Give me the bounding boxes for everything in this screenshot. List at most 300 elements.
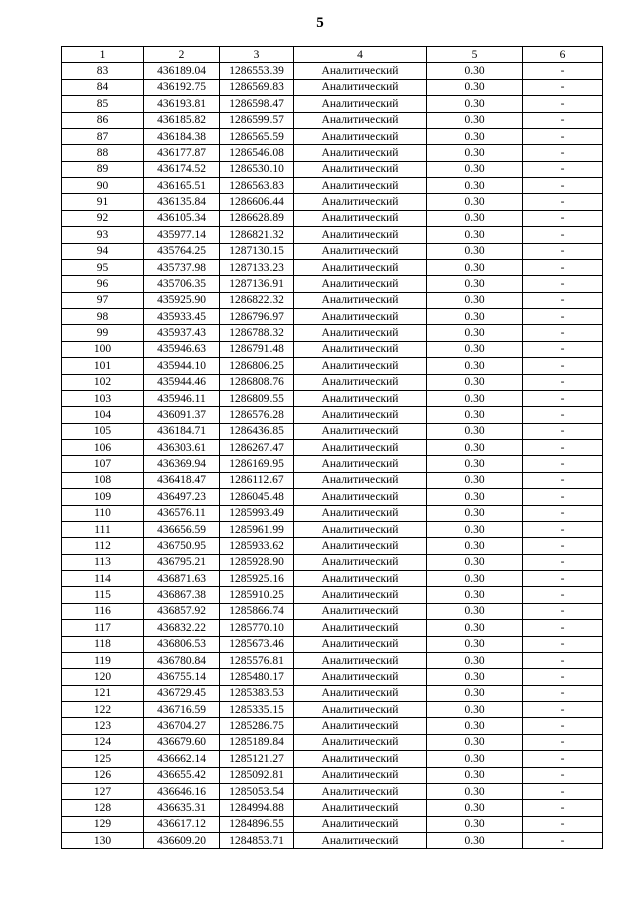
column-header-5: 5 [427,47,523,63]
note-cell: - [523,178,603,194]
point-number-cell: 113 [62,554,144,570]
note-cell: - [523,751,603,767]
table-row [62,292,603,308]
y-coordinate-cell: 1286791.48 [220,341,294,357]
note-cell: - [523,538,603,554]
point-number-cell: 95 [62,259,144,275]
table-row [62,309,603,325]
x-coordinate-cell: 436704.27 [144,718,220,734]
note-cell: - [523,325,603,341]
method-cell: Аналитический [294,456,427,472]
point-number-cell: 85 [62,96,144,112]
method-cell: Аналитический [294,194,427,210]
note-cell: - [523,620,603,636]
method-cell: Аналитический [294,783,427,799]
x-coordinate-cell: 436165.51 [144,178,220,194]
x-coordinate-cell: 436795.21 [144,554,220,570]
method-cell: Аналитический [294,259,427,275]
y-coordinate-cell: 1284896.55 [220,816,294,832]
method-cell: Аналитический [294,128,427,144]
method-cell: Аналитический [294,112,427,128]
method-cell: Аналитический [294,489,427,505]
y-coordinate-cell: 1286553.39 [220,63,294,79]
method-cell: Аналитический [294,227,427,243]
table-row [62,751,603,767]
x-coordinate-cell: 436576.11 [144,505,220,521]
point-number-cell: 118 [62,636,144,652]
table-row [62,587,603,603]
method-cell: Аналитический [294,538,427,554]
note-cell: - [523,489,603,505]
note-cell: - [523,79,603,95]
point-number-cell: 111 [62,521,144,537]
table-row [62,456,603,472]
point-number-cell: 112 [62,538,144,554]
note-cell: - [523,816,603,832]
method-cell: Аналитический [294,292,427,308]
column-header-6: 6 [523,47,603,63]
x-coordinate-cell: 435946.11 [144,390,220,406]
x-coordinate-cell: 436189.04 [144,63,220,79]
accuracy-cell: 0.30 [427,734,523,750]
point-number-cell: 88 [62,145,144,161]
x-coordinate-cell: 436662.14 [144,751,220,767]
note-cell: - [523,587,603,603]
x-coordinate-cell: 436609.20 [144,833,220,849]
note-cell: - [523,292,603,308]
x-coordinate-cell: 436646.16 [144,783,220,799]
y-coordinate-cell: 1286169.95 [220,456,294,472]
accuracy-cell: 0.30 [427,669,523,685]
point-number-cell: 86 [62,112,144,128]
accuracy-cell: 0.30 [427,685,523,701]
accuracy-cell: 0.30 [427,145,523,161]
header-row [62,47,603,63]
table-row [62,816,603,832]
note-cell: - [523,210,603,226]
y-coordinate-cell: 1287133.23 [220,259,294,275]
note-cell: - [523,636,603,652]
note-cell: - [523,571,603,587]
x-coordinate-cell: 436655.42 [144,767,220,783]
accuracy-cell: 0.30 [427,538,523,554]
point-number-cell: 116 [62,603,144,619]
table-row [62,800,603,816]
accuracy-cell: 0.30 [427,767,523,783]
note-cell: - [523,112,603,128]
note-cell: - [523,554,603,570]
table-row [62,194,603,210]
method-cell: Аналитический [294,276,427,292]
y-coordinate-cell: 1285910.25 [220,587,294,603]
point-number-cell: 126 [62,767,144,783]
table-row [62,652,603,668]
table-row [62,63,603,79]
accuracy-cell: 0.30 [427,652,523,668]
point-number-cell: 91 [62,194,144,210]
table-row [62,521,603,537]
point-number-cell: 124 [62,734,144,750]
table-row [62,374,603,390]
x-coordinate-cell: 436193.81 [144,96,220,112]
method-cell: Аналитический [294,620,427,636]
accuracy-cell: 0.30 [427,521,523,537]
y-coordinate-cell: 1286045.48 [220,489,294,505]
y-coordinate-cell: 1285576.81 [220,652,294,668]
point-number-cell: 120 [62,669,144,685]
accuracy-cell: 0.30 [427,833,523,849]
accuracy-cell: 0.30 [427,554,523,570]
note-cell: - [523,685,603,701]
x-coordinate-cell: 435706.35 [144,276,220,292]
method-cell: Аналитический [294,145,427,161]
y-coordinate-cell: 1286628.89 [220,210,294,226]
point-number-cell: 100 [62,341,144,357]
accuracy-cell: 0.30 [427,505,523,521]
y-coordinate-cell: 1286808.76 [220,374,294,390]
note-cell: - [523,407,603,423]
note-cell: - [523,505,603,521]
accuracy-cell: 0.30 [427,407,523,423]
method-cell: Аналитический [294,407,427,423]
x-coordinate-cell: 435933.45 [144,309,220,325]
point-number-cell: 121 [62,685,144,701]
table-header [62,47,603,63]
y-coordinate-cell: 1285053.54 [220,783,294,799]
method-cell: Аналитический [294,767,427,783]
table-row [62,259,603,275]
point-number-cell: 101 [62,358,144,374]
x-coordinate-cell: 436716.59 [144,702,220,718]
table-row [62,390,603,406]
accuracy-cell: 0.30 [427,210,523,226]
point-number-cell: 114 [62,571,144,587]
table-row [62,407,603,423]
accuracy-cell: 0.30 [427,227,523,243]
x-coordinate-cell: 436750.95 [144,538,220,554]
x-coordinate-cell: 436656.59 [144,521,220,537]
y-coordinate-cell: 1286530.10 [220,161,294,177]
x-coordinate-cell: 436617.12 [144,816,220,832]
x-coordinate-cell: 435944.46 [144,374,220,390]
point-number-cell: 94 [62,243,144,259]
note-cell: - [523,767,603,783]
x-coordinate-cell: 436185.82 [144,112,220,128]
y-coordinate-cell: 1284853.71 [220,833,294,849]
method-cell: Аналитический [294,718,427,734]
method-cell: Аналитический [294,374,427,390]
note-cell: - [523,833,603,849]
point-number-cell: 106 [62,440,144,456]
note-cell: - [523,734,603,750]
point-number-cell: 105 [62,423,144,439]
x-coordinate-cell: 436729.45 [144,685,220,701]
accuracy-cell: 0.30 [427,96,523,112]
y-coordinate-cell: 1285480.17 [220,669,294,685]
table-row [62,685,603,701]
table-row [62,538,603,554]
y-coordinate-cell: 1285770.10 [220,620,294,636]
table-row [62,489,603,505]
note-cell: - [523,341,603,357]
method-cell: Аналитический [294,309,427,325]
y-coordinate-cell: 1284994.88 [220,800,294,816]
accuracy-cell: 0.30 [427,603,523,619]
coordinates-table [61,46,603,849]
note-cell: - [523,276,603,292]
accuracy-cell: 0.30 [427,702,523,718]
y-coordinate-cell: 1286267.47 [220,440,294,456]
x-coordinate-cell: 436192.75 [144,79,220,95]
method-cell: Аналитический [294,669,427,685]
accuracy-cell: 0.30 [427,587,523,603]
accuracy-cell: 0.30 [427,112,523,128]
x-coordinate-cell: 436635.31 [144,800,220,816]
table-row [62,702,603,718]
accuracy-cell: 0.30 [427,374,523,390]
accuracy-cell: 0.30 [427,571,523,587]
table-row [62,325,603,341]
table-body [62,63,603,849]
method-cell: Аналитический [294,63,427,79]
x-coordinate-cell: 436679.60 [144,734,220,750]
table-row [62,718,603,734]
x-coordinate-cell: 436105.34 [144,210,220,226]
accuracy-cell: 0.30 [427,259,523,275]
method-cell: Аналитический [294,734,427,750]
x-coordinate-cell: 435764.25 [144,243,220,259]
note-cell: - [523,423,603,439]
x-coordinate-cell: 436184.71 [144,423,220,439]
x-coordinate-cell: 436418.47 [144,472,220,488]
point-number-cell: 130 [62,833,144,849]
note-cell: - [523,718,603,734]
method-cell: Аналитический [294,554,427,570]
y-coordinate-cell: 1286563.83 [220,178,294,194]
column-header-2: 2 [144,47,220,63]
y-coordinate-cell: 1285961.99 [220,521,294,537]
point-number-cell: 98 [62,309,144,325]
y-coordinate-cell: 1285286.75 [220,718,294,734]
note-cell: - [523,603,603,619]
page-number: 5 [316,15,324,31]
method-cell: Аналитический [294,702,427,718]
accuracy-cell: 0.30 [427,194,523,210]
point-number-cell: 84 [62,79,144,95]
accuracy-cell: 0.30 [427,718,523,734]
y-coordinate-cell: 1286806.25 [220,358,294,374]
note-cell: - [523,669,603,685]
y-coordinate-cell: 1286569.83 [220,79,294,95]
point-number-cell: 87 [62,128,144,144]
point-number-cell: 107 [62,456,144,472]
y-coordinate-cell: 1286822.32 [220,292,294,308]
x-coordinate-cell: 435946.63 [144,341,220,357]
x-coordinate-cell: 436177.87 [144,145,220,161]
x-coordinate-cell: 436857.92 [144,603,220,619]
table-row [62,734,603,750]
method-cell: Аналитический [294,816,427,832]
y-coordinate-cell: 1286112.67 [220,472,294,488]
table-row [62,423,603,439]
y-coordinate-cell: 1285928.90 [220,554,294,570]
method-cell: Аналитический [294,161,427,177]
x-coordinate-cell: 435977.14 [144,227,220,243]
point-number-cell: 129 [62,816,144,832]
y-coordinate-cell: 1287136.91 [220,276,294,292]
y-coordinate-cell: 1286788.32 [220,325,294,341]
accuracy-cell: 0.30 [427,800,523,816]
y-coordinate-cell: 1286576.28 [220,407,294,423]
accuracy-cell: 0.30 [427,341,523,357]
method-cell: Аналитический [294,800,427,816]
y-coordinate-cell: 1285993.49 [220,505,294,521]
method-cell: Аналитический [294,79,427,95]
column-header-4: 4 [294,47,427,63]
method-cell: Аналитический [294,341,427,357]
x-coordinate-cell: 435737.98 [144,259,220,275]
table-row [62,620,603,636]
method-cell: Аналитический [294,685,427,701]
table-row [62,210,603,226]
method-cell: Аналитический [294,505,427,521]
note-cell: - [523,309,603,325]
method-cell: Аналитический [294,243,427,259]
point-number-cell: 96 [62,276,144,292]
method-cell: Аналитический [294,521,427,537]
note-cell: - [523,783,603,799]
table-row [62,571,603,587]
x-coordinate-cell: 436091.37 [144,407,220,423]
x-coordinate-cell: 435944.10 [144,358,220,374]
accuracy-cell: 0.30 [427,63,523,79]
method-cell: Аналитический [294,472,427,488]
accuracy-cell: 0.30 [427,390,523,406]
note-cell: - [523,128,603,144]
table-row [62,603,603,619]
table-row [62,833,603,849]
accuracy-cell: 0.30 [427,276,523,292]
x-coordinate-cell: 436184.38 [144,128,220,144]
x-coordinate-cell: 436867.38 [144,587,220,603]
x-coordinate-cell: 435925.90 [144,292,220,308]
method-cell: Аналитический [294,571,427,587]
point-number-cell: 108 [62,472,144,488]
note-cell: - [523,96,603,112]
method-cell: Аналитический [294,358,427,374]
y-coordinate-cell: 1286598.47 [220,96,294,112]
note-cell: - [523,194,603,210]
point-number-cell: 122 [62,702,144,718]
accuracy-cell: 0.30 [427,292,523,308]
y-coordinate-cell: 1285335.15 [220,702,294,718]
accuracy-cell: 0.30 [427,620,523,636]
y-coordinate-cell: 1285925.16 [220,571,294,587]
accuracy-cell: 0.30 [427,456,523,472]
point-number-cell: 92 [62,210,144,226]
table-row [62,669,603,685]
method-cell: Аналитический [294,390,427,406]
note-cell: - [523,456,603,472]
method-cell: Аналитический [294,833,427,849]
x-coordinate-cell: 436832.22 [144,620,220,636]
point-number-cell: 83 [62,63,144,79]
note-cell: - [523,161,603,177]
y-coordinate-cell: 1286546.08 [220,145,294,161]
point-number-cell: 127 [62,783,144,799]
table-row [62,145,603,161]
accuracy-cell: 0.30 [427,325,523,341]
table-row [62,128,603,144]
accuracy-cell: 0.30 [427,243,523,259]
y-coordinate-cell: 1285121.27 [220,751,294,767]
y-coordinate-cell: 1285673.46 [220,636,294,652]
point-number-cell: 117 [62,620,144,636]
y-coordinate-cell: 1286565.59 [220,128,294,144]
y-coordinate-cell: 1285092.81 [220,767,294,783]
method-cell: Аналитический [294,603,427,619]
accuracy-cell: 0.30 [427,178,523,194]
method-cell: Аналитический [294,440,427,456]
table-row [62,112,603,128]
note-cell: - [523,440,603,456]
table-row [62,178,603,194]
note-cell: - [523,390,603,406]
accuracy-cell: 0.30 [427,783,523,799]
table-row [62,472,603,488]
note-cell: - [523,521,603,537]
y-coordinate-cell: 1285189.84 [220,734,294,750]
note-cell: - [523,374,603,390]
x-coordinate-cell: 436871.63 [144,571,220,587]
table-row [62,96,603,112]
x-coordinate-cell: 436780.84 [144,652,220,668]
point-number-cell: 97 [62,292,144,308]
y-coordinate-cell: 1285383.53 [220,685,294,701]
accuracy-cell: 0.30 [427,309,523,325]
table-row [62,243,603,259]
point-number-cell: 89 [62,161,144,177]
table-row [62,440,603,456]
y-coordinate-cell: 1286599.57 [220,112,294,128]
note-cell: - [523,259,603,275]
accuracy-cell: 0.30 [427,128,523,144]
method-cell: Аналитический [294,325,427,341]
table-row [62,79,603,95]
method-cell: Аналитический [294,178,427,194]
method-cell: Аналитический [294,96,427,112]
accuracy-cell: 0.30 [427,161,523,177]
method-cell: Аналитический [294,587,427,603]
table-row [62,161,603,177]
point-number-cell: 123 [62,718,144,734]
point-number-cell: 102 [62,374,144,390]
table-row [62,505,603,521]
table-row [62,554,603,570]
table-row [62,276,603,292]
table-row [62,341,603,357]
table-row [62,767,603,783]
accuracy-cell: 0.30 [427,636,523,652]
point-number-cell: 115 [62,587,144,603]
method-cell: Аналитический [294,423,427,439]
table-row [62,636,603,652]
method-cell: Аналитический [294,652,427,668]
method-cell: Аналитический [294,751,427,767]
point-number-cell: 110 [62,505,144,521]
note-cell: - [523,145,603,161]
accuracy-cell: 0.30 [427,440,523,456]
